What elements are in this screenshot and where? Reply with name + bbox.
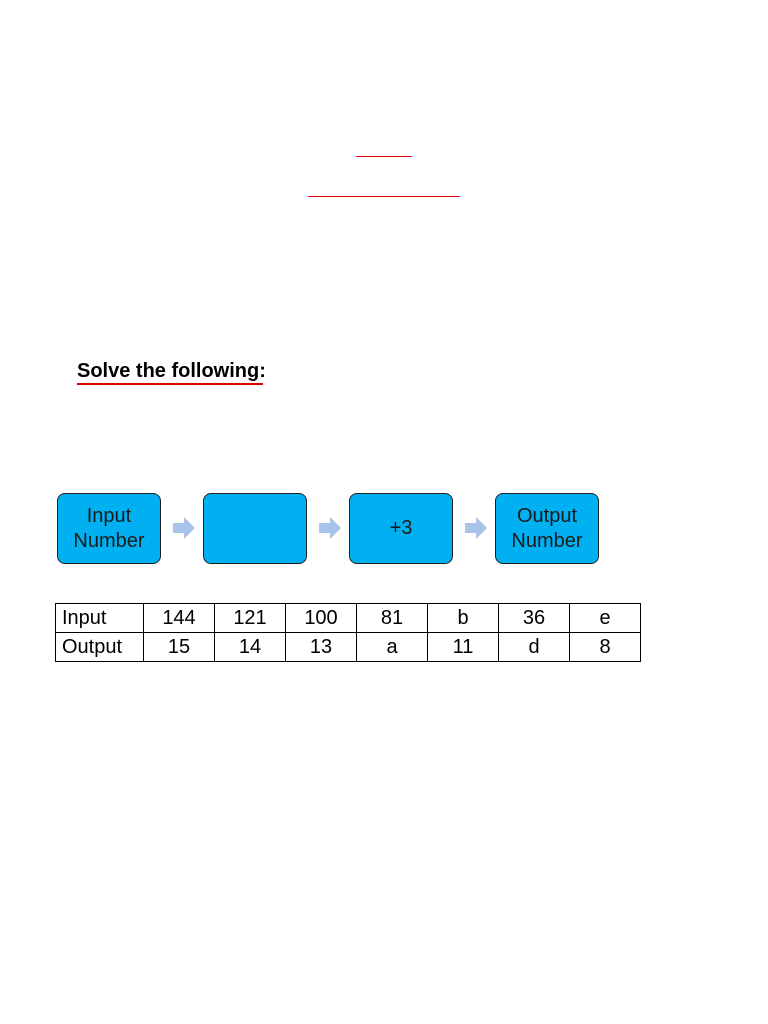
table-cell: 36	[499, 604, 570, 633]
table-cell: a	[357, 633, 428, 662]
table-cell: 15	[144, 633, 215, 662]
table-cell: 14	[215, 633, 286, 662]
row-label-input: Input	[56, 604, 144, 633]
table-cell: e	[570, 604, 641, 633]
right-arrow-icon	[173, 517, 195, 539]
right-arrow-icon	[319, 517, 341, 539]
table-cell: 13	[286, 633, 357, 662]
flow-box-input-number	[57, 493, 161, 564]
flow-box-unknown-step	[203, 493, 307, 564]
flow-box-input-label: Input Number	[73, 504, 145, 552]
input-output-table	[55, 603, 641, 662]
right-arrow-icon	[465, 517, 487, 539]
table-row-output	[56, 633, 641, 662]
table-cell: 8	[570, 633, 641, 662]
flow-box-output-label: Output Number	[511, 504, 583, 552]
flow-box-plus3-label: +3	[389, 517, 413, 539]
heading-underline	[77, 383, 263, 385]
table-row-input	[56, 604, 641, 633]
table-cell: d	[499, 633, 570, 662]
red-blank-line-long	[308, 196, 460, 197]
table-cell: 121	[215, 604, 286, 633]
table-cell: 11	[428, 633, 499, 662]
table-cell: 100	[286, 604, 357, 633]
flow-box-output-number	[495, 493, 599, 564]
table-cell: b	[428, 604, 499, 633]
flow-box-plus-three	[349, 493, 453, 564]
table-cell: 144	[144, 604, 215, 633]
row-label-output: Output	[56, 633, 144, 662]
red-blank-line-short	[356, 156, 412, 157]
table-cell: 81	[357, 604, 428, 633]
section-heading: Solve the following:	[77, 360, 266, 382]
